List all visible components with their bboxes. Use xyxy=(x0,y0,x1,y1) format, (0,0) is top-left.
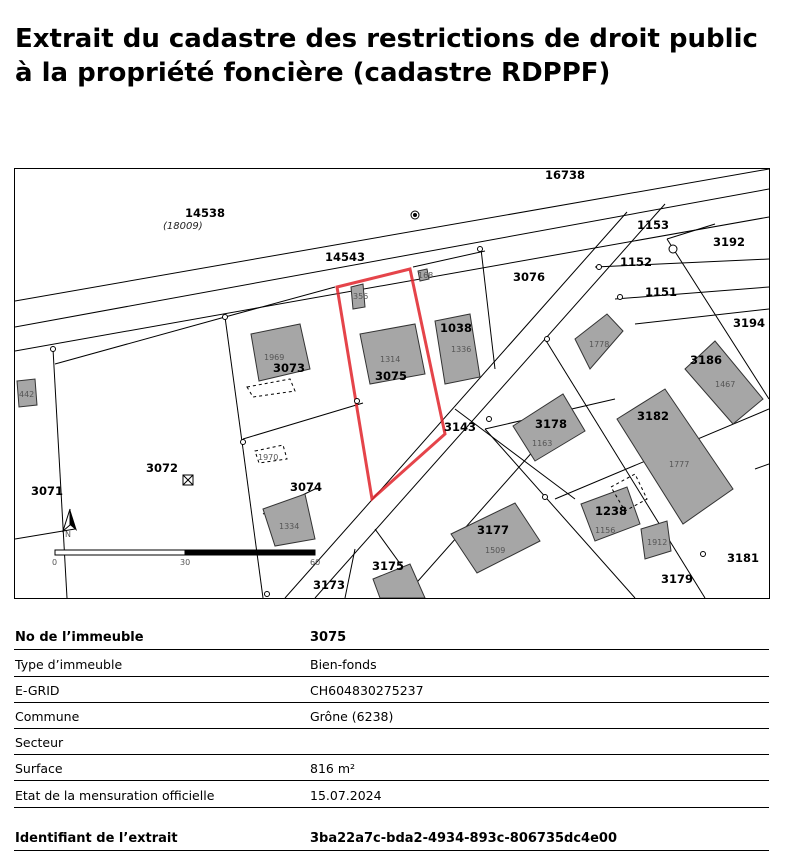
parcel-label: 3186 xyxy=(690,353,723,367)
parcel-label: 3192 xyxy=(713,235,746,249)
building-number: 1778 xyxy=(589,340,610,349)
field-value: 3075 xyxy=(310,630,347,645)
building-number: 1336 xyxy=(451,345,472,354)
parcel-label: 1153 xyxy=(637,218,670,232)
building-number: 1912 xyxy=(647,538,668,547)
table-row xyxy=(14,623,769,650)
building-number: 1163 xyxy=(532,439,553,448)
parcel-label: 3071 xyxy=(31,484,64,498)
north-arrow-icon xyxy=(63,509,77,539)
table-row xyxy=(14,781,769,808)
field-label: Surface xyxy=(15,761,63,776)
parcel-label: 3143 xyxy=(444,420,477,434)
table-row xyxy=(14,824,769,851)
scale-tick-label: 0 xyxy=(52,558,58,567)
parcel-label: 3073 xyxy=(273,361,306,375)
parcel-label: 3182 xyxy=(637,409,670,423)
parcel-label: 3178 xyxy=(535,417,568,431)
building-number: 1970 xyxy=(258,453,279,462)
parcel-label: 14543 xyxy=(325,250,366,264)
field-label: Type d’immeuble xyxy=(15,657,123,672)
table-row xyxy=(14,754,769,781)
parcel-label: 1238 xyxy=(595,504,628,518)
scale-tick-label: 60 xyxy=(310,558,321,567)
parcel-label: 3179 xyxy=(661,572,694,586)
parcel-label: 3074 xyxy=(290,480,323,494)
field-label: Commune xyxy=(15,709,80,724)
page-title: Extrait du cadastre des restrictions de droit public à la propriété foncière (cadastre RDPPF) xyxy=(15,24,758,88)
building-number: 442 xyxy=(19,390,35,399)
parcel-label: 3175 xyxy=(372,559,405,573)
parcel-label: 16738 xyxy=(545,169,586,182)
field-label: Etat de la mensuration officielle xyxy=(15,788,215,803)
field-label: Identifiant de l’extrait xyxy=(15,831,178,846)
building-number: 1467 xyxy=(715,380,736,389)
table-row xyxy=(14,650,769,677)
field-value: CH604830275237 xyxy=(310,683,424,698)
building-number: 1777 xyxy=(669,460,690,469)
parcel-label: 3076 xyxy=(513,270,546,284)
parcel-label: 1152 xyxy=(620,255,653,269)
building-number: 168 xyxy=(418,271,434,280)
scale-tick-label: 30 xyxy=(180,558,191,567)
field-value: 816 m² xyxy=(310,761,356,776)
parcel-label: 3181 xyxy=(727,551,760,565)
field-value: 15.07.2024 xyxy=(310,788,382,803)
parcel-label: 3177 xyxy=(477,523,510,537)
parcel-label: 1151 xyxy=(645,285,678,299)
field-value: 3ba22a7c-bda2-4934-893c-806735dc4e00 xyxy=(310,831,618,846)
building-number: 1314 xyxy=(380,355,401,364)
table-row xyxy=(14,676,769,703)
building-number: 356 xyxy=(353,292,369,301)
north-label: N xyxy=(65,530,71,539)
building-number: 1969 xyxy=(264,353,285,362)
field-value: Bien-fonds xyxy=(310,657,377,672)
building-number: 1156 xyxy=(595,526,616,535)
parcel-label: 3173 xyxy=(313,578,346,592)
building-number: 1334 xyxy=(279,522,300,531)
parcel-label: 14538 xyxy=(185,206,226,220)
area-label: (18009) xyxy=(163,221,203,232)
parcel-label: 3194 xyxy=(733,316,766,330)
parcel-label: 3072 xyxy=(146,461,179,475)
field-label: E-GRID xyxy=(15,683,60,698)
field-value: Grône (6238) xyxy=(310,709,394,724)
cadastre-map[interactable] xyxy=(14,168,770,599)
table-row xyxy=(14,728,769,755)
parcel-label: 3075 xyxy=(375,369,408,383)
map-svg xyxy=(15,169,769,598)
building-number: 1509 xyxy=(485,546,506,555)
table-row xyxy=(14,702,769,729)
parcel-label: 1038 xyxy=(440,321,473,335)
field-label: No de l’immeuble xyxy=(15,630,144,645)
field-label: Secteur xyxy=(15,735,64,750)
scale-bar xyxy=(52,550,320,567)
